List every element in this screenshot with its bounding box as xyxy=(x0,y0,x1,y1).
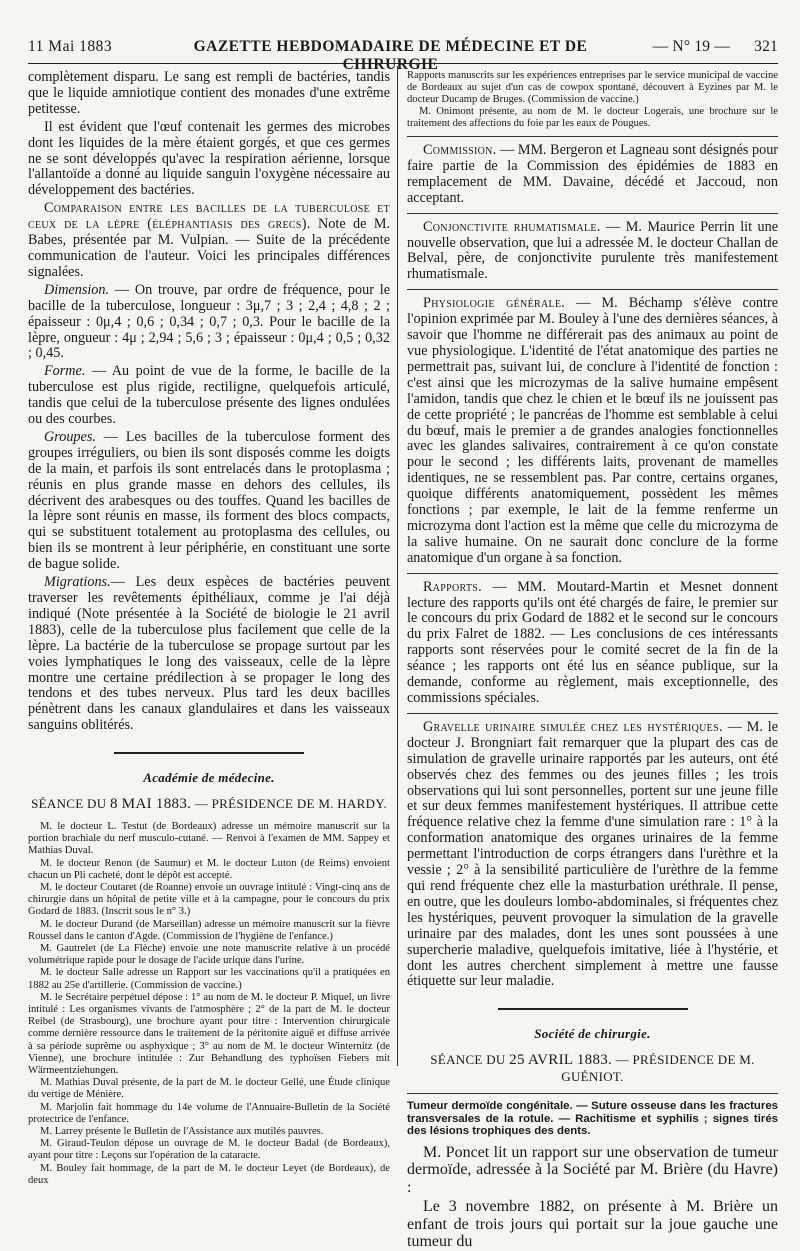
paragraph-rule xyxy=(407,213,778,214)
note-item: M. Mathias Duval présente, de la part de M. le docteur Gellé, une Étude clinique du vertige de Ménière. xyxy=(28,1077,390,1101)
paragraph-text: — M. le docteur J. Brongniart fait remarquer que la plupart des cas de simulation de gravelle urinaire rapportés par les auteurs, ont été observés chez des femmes ou des jeunes filles ; les trois observations qui lui sont personnelles, portent sur une jeune fille et sur deux femmes manifestement hystériques. Il attribue cette fréquence relative chez la femme d'une simulation rare : 1° à la conformation anatomique des organes urinaires de la femme permettant l'introduction de corps étrangers dans l'urèthre et la vessie ; 2° à la sensibilité particulière de l'urèthre de la femme qui rend fréquente chez elle la masturbation uréthrale. Il pense, en outre, que les douleurs lombo-abdominales, si fréquentes chez les hystériques, peuvent provoquer la simulation de la gravelle urinaire par des malades, dont les unes sont poussées à une supercherie maladive, quelquefois imitative, liée à l'hystérie, et dont les autres cherchent simplement à mettre une fausse étiquette sur leur maladie. xyxy=(407,718,778,990)
section-label: Physiologie générale. xyxy=(423,295,566,312)
paragraph-rule xyxy=(407,136,778,137)
section-rule xyxy=(114,752,304,754)
seance-date: 8 MAI 1883. xyxy=(109,796,192,813)
note-item: M. le docteur Durand (de Marseillan) adresse un mémoire manuscrit sur la fièvre Roussel dans le canton d'Agde. (Commission de l'hygiène de l'enfance.) xyxy=(28,918,390,942)
column-divider xyxy=(397,66,398,1066)
paragraph xyxy=(28,430,390,573)
issue-number: — N° 19 — xyxy=(652,38,730,55)
left-column xyxy=(28,70,390,1187)
paragraph xyxy=(407,720,778,990)
section-label: Migrations. xyxy=(44,574,111,591)
journal-title: GAZETTE HEBDOMADAIRE DE MÉDECINE ET DE CHIRURGIE xyxy=(193,38,588,73)
paragraph-text: — MM. Moutard-Martin et Mesnet donnent lecture des rapports qu'ils ont été chargés de faire, le premier sur le concours du prix Godard de 1882 et le second sur le concours du prix Falret de 1882. — Les conclusions de ces intéressants rapports sont réservées pour le comité secret de la fin de la séance ; les rapports ont été lus en séance publique, sur la demande, conforme au règlement, mais exceptionnelle, des commissions spéciales. xyxy=(407,578,778,706)
paragraph xyxy=(407,580,778,707)
note-item: M. le docteur Renon (de Saumur) et M. le docteur Luton (de Reims) envoient chacun un Pli cacheté, dont le dépôt est accepté. xyxy=(28,857,390,881)
paragraph: complètement disparu. Le sang est rempli de bactéries, tandis que le liquide amniotique contient des monades d'une extrême petitesse. xyxy=(28,69,390,117)
paragraph-text: — MM. Bergeron et Lagneau sont désignés pour faire partie de la Commission des épidémies de 1883 en remplacement de MM. Davaine, décédé et Jaccoud, non acceptant. xyxy=(407,142,779,206)
note-item: M. Gautrelet (de La Flèche) envoie une note manuscrite relative à un procédé volumétrique rapide pour le dosage de l'acide urique dans l'urine. xyxy=(28,943,390,967)
session-summary: Tumeur dermoïde congénitale. — Suture osseuse dans les fractures transversales de la rotule. — Rachitisme et syphilis ; signes tirés des lésions trophiques des dents. xyxy=(407,1100,778,1138)
society-title: Société de chirurgie. xyxy=(534,1026,651,1042)
note-item: M. Marjolin fait hommage du 14e volume de l'Annuaire-Bulletin de la Société protectrice de l'enfance. xyxy=(28,1101,390,1125)
seance-date: 25 AVRIL 1883. xyxy=(509,1052,613,1069)
paragraph-rule xyxy=(407,713,778,714)
paragraph-text: — Les deux espèces de bactéries peuvent traverser les revêtements épithéliaux, comme je l'ai déjà indiqué (Note présentée à la Société de biologie le 21 avril 1883), celle de la tuberculose plus facilement que celle de la lèpre. La bactérie de la tuberculose se propage surtout par les voies lymphatiques le long des vaisseaux, celle de la lèpre montre une certaine prédilection à se propager le long des tendons et des tubes nerveux. Plus tard les deux bacilles pénètrent dans les canaux glandulaires et dans les vaisseaux sanguins oblitérés. xyxy=(28,574,390,734)
note-item: M. le docteur Salle adresse un Rapport sur les vaccinations qu'il a pratiquées en 1882 au 25e d'artillerie. (Commission de vaccine.) xyxy=(28,967,390,991)
section-rule xyxy=(498,1008,688,1010)
section-label: Rapports. xyxy=(423,578,483,595)
issue-date: 11 Mai 1883 xyxy=(28,38,113,55)
note-item: M. le docteur L. Testut (de Bordeaux) adresse un mémoire manuscrit sur la portion brachiale du nerf musculo-cutané. — Renvoi à l'examen de MM. Sappey et Mathias Duval. xyxy=(28,820,390,857)
paragraph xyxy=(28,364,390,428)
seance-presidence: — PRÉSIDENCE DE M. GUÉNIOT. xyxy=(561,1052,755,1085)
right-column xyxy=(407,70,778,1251)
seance-prefix: SÉANCE DU xyxy=(31,796,110,812)
paragraph: Le 3 novembre 1882, on présente à M. Brière un enfant de trois jours qui portait sur la joue gauche une tumeur du xyxy=(407,1198,778,1251)
paragraph-rule xyxy=(407,573,778,574)
section-label: Commission. xyxy=(423,142,497,158)
paragraph xyxy=(28,201,390,281)
paragraph-rule xyxy=(407,289,778,290)
paragraph-text: — M. Maurice Perrin lit une nouvelle observation, que lui a adressée M. le docteur Challan de Belval, père, de conjonctivite purulente très manifestement rhumatismale. xyxy=(407,218,778,283)
section-label: Dimension. xyxy=(44,281,110,298)
paragraph-text: — Au point de vue de la forme, le bacille de la tuberculose est plus rigide, rectiligne, quelquefois articulé, tandis que celui de la tuberculose présente des lignes ondulées ou des courbes. xyxy=(28,363,390,428)
paragraph xyxy=(407,143,778,207)
note-item: M. Larrey présente le Bulletin de l'Assistance aux mutilés pauvres. xyxy=(40,1126,324,1138)
note-item: M. Giraud-Teulon dépose un ouvrage de M. le docteur Badal (de Bordeaux), ayant pour titre : Leçons sur l'opération de la cataracte. xyxy=(28,1138,390,1162)
paragraph xyxy=(28,575,390,734)
academy-notes xyxy=(28,821,390,1187)
paragraph-text: — Les bacilles de la tuberculose forment des groupes irréguliers, ou bien ils sont disposés comme les doigts de la main, et parfois ils sont entrelacés dans le protoplasma ; réunis en plus grande masse en dehors des cellules, ils décrivent des arabesques ou des touffes. Quand les bacilles de la lèpre sont réunis en masse, ils forment des blocs compacts, qui se substituent totalement au protoplasma des cellules, ou bien ils se montrent à leur périphérie, en constituant une sorte de bague solide. xyxy=(28,428,390,573)
seance-prefix: SÉANCE DU xyxy=(430,1052,510,1068)
paragraph: M. Poncet lit un rapport sur une observation de tumeur dermoïde, adressée à la Société par M. Brière (du Havre) : xyxy=(407,1143,778,1196)
page-header xyxy=(28,38,778,73)
page-number: 321 xyxy=(754,38,778,55)
paragraph-rule xyxy=(407,1093,778,1094)
section-label: Forme. xyxy=(44,363,86,380)
note-item: M. Bouley fait hommage, de la part de M. le docteur Leyet (de Bordeaux), de deux xyxy=(28,1162,390,1186)
seance-heading xyxy=(407,1052,778,1085)
paragraph-text: Note de M. Babes, présentée par M. Vulpian. — Suite de la précédente communication de l'auteur. Voici les principales différences signalées. xyxy=(28,216,391,280)
seance-presidence: — PRÉSIDENCE DE M. HARDY. xyxy=(191,796,387,812)
paragraph xyxy=(28,283,390,363)
paragraph: Il est évident que l'œuf contenait les germes des microbes dont les liquides de la mère étaient gorgés, et que ces germes ne se sont développés qu'avec la respiration aérienne, lorsque l'allantoïde a donné au liquide sanguin l'oxygène nécessaire au développement des bactéries. xyxy=(28,118,390,199)
header-rule xyxy=(28,63,778,64)
note-item: M. le docteur Coutaret (de Roanne) envoie un ouvrage intitulé : Vingt-cinq ans de chirurgie dans un hôpital de petite ville et à la campagne, pour le concours du prix Godard de 1883. (Inscrit sous le n° 3.) xyxy=(28,881,390,918)
paragraph-text: — M. Béchamp s'élève contre l'opinion exprimée par M. Bouley à l'une des dernières séances, à savoir que l'homme ne différerait pas des animaux au point de vue physiologique. L'identité de l'état anatomique des parties ne permettrait pas, suivant lui, de conclure à l'identité de fonction : c'est ainsi que les microzymas de la salive humaine empêsent l'amidon, tandis que chez le chien et le bœuf ils ne jouissent pas de cette propriété ; le pancréas de l'homme est semblable à celui du bœuf, mais le premier a de grandes analogies fonctionnelles avec les glandes salivaires, contrairement à ce qu'on constate pour le second ; les différents laits, provenant de mamelles identiques, ne se ressemblent pas. Par contre, certains organes, quoique différents anatomiquement, possèdent les mêmes fonctions ; par exemple, le lait de la femme renferme un microzyma dont l'action est la même que celle du microzyma de la salive humaine. On ne saurait donc conclure de la forme anatomique d'un organe à sa fonction. xyxy=(407,295,778,566)
section-label: Comparaison entre les bacilles de la tuberculose et ceux de la lèpre (éléphantiasis des grecs). xyxy=(28,200,390,233)
seance-heading xyxy=(28,796,390,813)
paragraph xyxy=(407,220,778,284)
academy-title: Académie de médecine. xyxy=(143,770,275,786)
section-label: Groupes. xyxy=(44,428,96,445)
note-item: M. Onimont présente, au nom de M. le docteur Logerais, une brochure sur le traitement des affections du foie par les eaux de Pougues. xyxy=(407,106,778,129)
note-item: Rapports manuscrits sur les expériences entreprises par le service municipal de vaccine de Bordeaux au sujet d'un cas de cowpox spontané, découvert à Eyzines par M. le docteur Ducamp de Bruges. (Commission de vaccine.) xyxy=(407,70,778,105)
continued-notes xyxy=(407,70,778,130)
section-label: Gravelle urinaire simulée chez les hystériques. xyxy=(423,718,723,735)
note-item: M. le Secrétaire perpétuel dépose : 1° au nom de M. le docteur P. Miquel, un livre intitulé : Les organismes vivants de l'atmosphère ; 2° de la part de M. le docteur Reibel (de Strasbourg), une brochure ayant pour titre : Intervention chirurgicale comme dernière ressource dans le traitement de la péritonite aiguë et diffuse arrivée à sa période suprême ou asphyxique ; 3° au nom de M. le docteur Winternitz (de Vienne), une brochure intitulée : Zur Behandlung des typhoïsen Fiebers mit Wärmeentziehungen. xyxy=(28,991,390,1077)
paragraph xyxy=(407,296,778,566)
section-label: Conjonctivite rhumatismale. xyxy=(423,218,601,235)
paragraph-text: — On trouve, par ordre de fréquence, pour le bacille de la tuberculose, longueur : 3μ,7 ; 3 ; 2,4 ; 4,8 ; 2 ; épaisseur : 0μ,4 ; 0,6 ; 0,34 ; 0,7 ; 0,3. Pour le bacille de la lèpre, ongueur : 4μ ; 2,94 ; 5,6 ; 3 ; épaisseur : 0μ,4 ; 0,5 ; 0,32 ; 0,45. xyxy=(28,281,390,362)
